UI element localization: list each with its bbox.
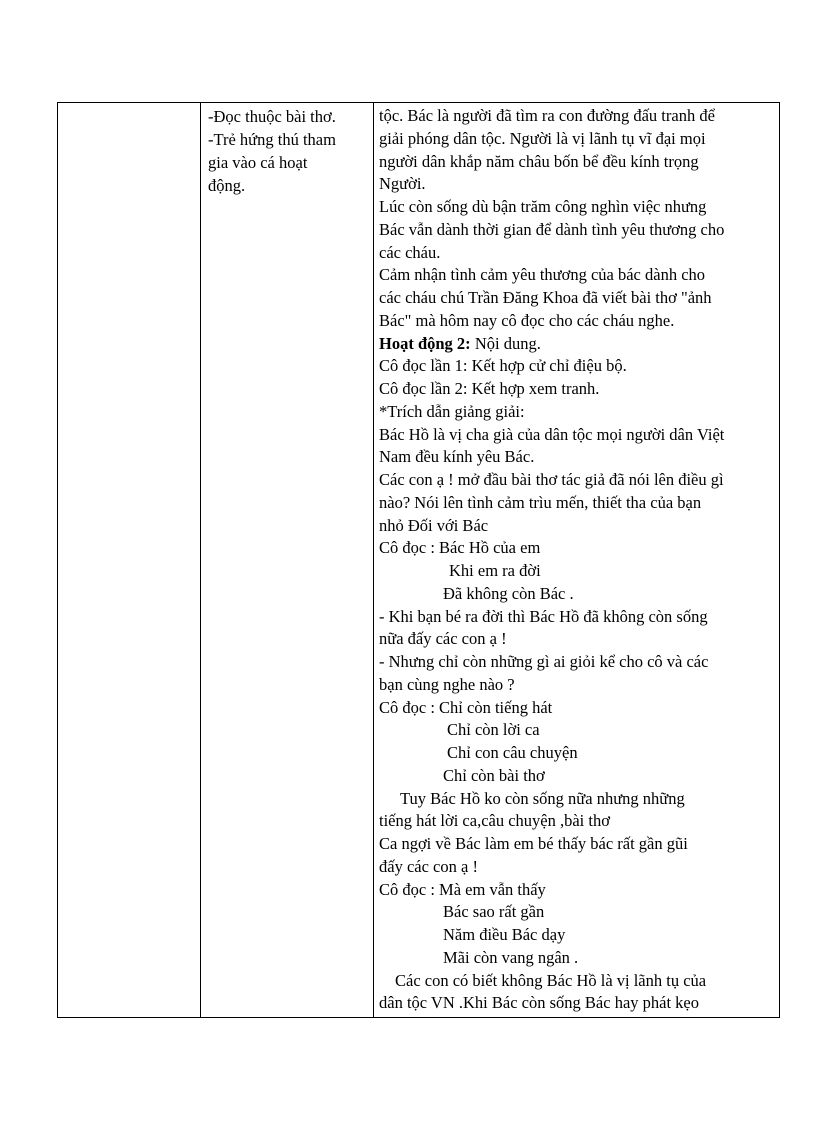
objective-line: -Trẻ hứng thú tham — [208, 130, 336, 149]
content-line — [379, 492, 775, 515]
content-text: giải phóng dân tộc. Người là vị lãnh tụ vĩ đại mọi — [379, 128, 706, 148]
content-line — [379, 810, 775, 833]
content-line — [379, 719, 775, 742]
content-line — [379, 970, 775, 993]
content-text: Tuy Bác Hồ ko còn sống nữa nhưng những — [400, 788, 685, 808]
content-text: Lúc còn sống dù bận trăm công nghìn việc nhưng — [379, 197, 707, 216]
content-text: Các con có biết không Bác Hồ là vị lãnh tụ của — [395, 970, 707, 990]
content-line — [379, 901, 775, 924]
content-text: Ca ngợi về Bác làm em bé thấy bác rất gần gũi — [379, 834, 688, 853]
content-line — [379, 196, 775, 219]
content-line — [379, 401, 775, 424]
content-line — [379, 310, 775, 333]
content-text: Cô đọc : Chỉ còn tiếng hát — [379, 697, 553, 717]
content-line — [379, 515, 775, 538]
content-line — [379, 697, 775, 720]
content-text: nào? Nói lên tình cảm trìu mến, thiết tha của bạn — [379, 492, 702, 512]
content-text: Chỉ con câu chuyện — [447, 743, 578, 762]
content-line — [379, 128, 775, 151]
section-heading: Hoạt động 2: — [379, 333, 471, 353]
content-text: Nam đều kính yêu Bác. — [379, 447, 535, 467]
content-text: Khi em ra đời — [449, 561, 541, 580]
content-line — [379, 333, 775, 356]
content-text: Cô đọc : Mà em vẫn thấy — [379, 879, 546, 899]
content-line — [379, 606, 775, 629]
content-text: - Nhưng chỉ còn những gì ai giỏi kể cho cô và các — [379, 652, 709, 671]
content-line — [379, 469, 775, 492]
content-text: các cháu. — [379, 242, 441, 262]
objective-line: động. — [208, 176, 246, 195]
content-text: người dân khắp năm châu bốn bể đều kính trọng — [379, 151, 699, 171]
table-row — [58, 103, 780, 1018]
content-text: Bác Hồ là vị cha già của dân tộc mọi người dân Việt — [379, 424, 725, 444]
content-line — [379, 879, 775, 902]
content-text: Bác vẫn dành thời gian để dành tình yêu thương cho — [379, 219, 725, 239]
content-text: bạn cùng nghe nào ? — [379, 674, 515, 694]
content-line — [379, 219, 775, 242]
content-text: nhỏ Đối với Bác — [379, 515, 489, 535]
content-line — [379, 424, 775, 447]
content-line — [379, 628, 775, 651]
empty-column-cell — [58, 103, 201, 1018]
content-text: tiếng hát lời ca,câu chuyện ,bài thơ — [379, 811, 610, 831]
content-text: Đã không còn Bác . — [443, 583, 574, 603]
content-text: Các con ạ ! mở đầu bài thơ tác giả đã nói lên điều gì — [379, 470, 724, 489]
content-text: Chỉ còn bài thơ — [443, 765, 545, 785]
content-line — [379, 287, 775, 310]
content-line — [379, 765, 775, 788]
content-text: dân tộc VN .Khi Bác còn sống Bác hay phát kẹo — [379, 993, 699, 1013]
content-text: Năm điều Bác dạy — [443, 925, 566, 944]
content-text: Cảm nhận tình cảm yêu thương của bác dành cho — [379, 265, 706, 285]
content-text: Cô đọc lần 2: Kết hợp xem tranh. — [379, 379, 600, 398]
content-text: - Khi bạn bé ra đời thì Bác Hồ đã không còn sống — [379, 606, 708, 626]
content-text: Người. — [379, 174, 426, 194]
content-line — [379, 378, 775, 401]
content-text: Mãi còn vang ngân . — [443, 947, 579, 967]
content-line — [379, 788, 775, 811]
content-text: *Trích dẫn giảng giải: — [379, 401, 525, 421]
content-line — [379, 151, 775, 174]
content-line — [379, 355, 775, 378]
content-text: Nội dung. — [470, 333, 541, 353]
content-line — [379, 924, 775, 947]
content-line — [379, 560, 775, 583]
content-text: Bác" mà hôm nay cô đọc cho các cháu nghe. — [379, 310, 675, 330]
content-line — [379, 242, 775, 265]
content-line — [379, 537, 775, 560]
objective-line: gia vào cá hoạt — [208, 153, 308, 172]
content-text: Cô đọc : Bác Hồ của em — [379, 538, 541, 558]
objective-line: -Đọc thuộc bài thơ. — [208, 107, 336, 126]
content-text: nữa đấy các con ạ ! — [379, 629, 507, 649]
content-line — [379, 651, 775, 674]
content-line — [379, 446, 775, 469]
content-text: Bác sao rất gần — [443, 902, 545, 922]
content-line — [379, 674, 775, 697]
content-line — [379, 742, 775, 765]
content-line — [379, 992, 775, 1015]
content-line — [379, 856, 775, 879]
objectives-cell — [201, 103, 374, 1018]
content-text: các cháu chú Trần Đăng Khoa đã viết bài thơ "ảnh — [379, 288, 712, 307]
content-line — [379, 264, 775, 287]
content-line — [379, 833, 775, 856]
content-text: Chỉ còn lời ca — [447, 720, 540, 740]
activity-content — [374, 103, 779, 1015]
activity-content-cell — [374, 103, 780, 1018]
content-line — [379, 583, 775, 606]
objectives-list — [201, 103, 373, 197]
lesson-plan-table — [57, 102, 780, 1018]
content-text: đấy các con ạ ! — [379, 856, 478, 876]
content-line — [379, 105, 775, 128]
content-text: tộc. Bác là người đã tìm ra con đường đấu tranh để — [379, 106, 715, 125]
content-text: Cô đọc lần 1: Kết hợp cử chỉ điệu bộ. — [379, 356, 627, 376]
content-line — [379, 173, 775, 196]
content-line — [379, 947, 775, 970]
